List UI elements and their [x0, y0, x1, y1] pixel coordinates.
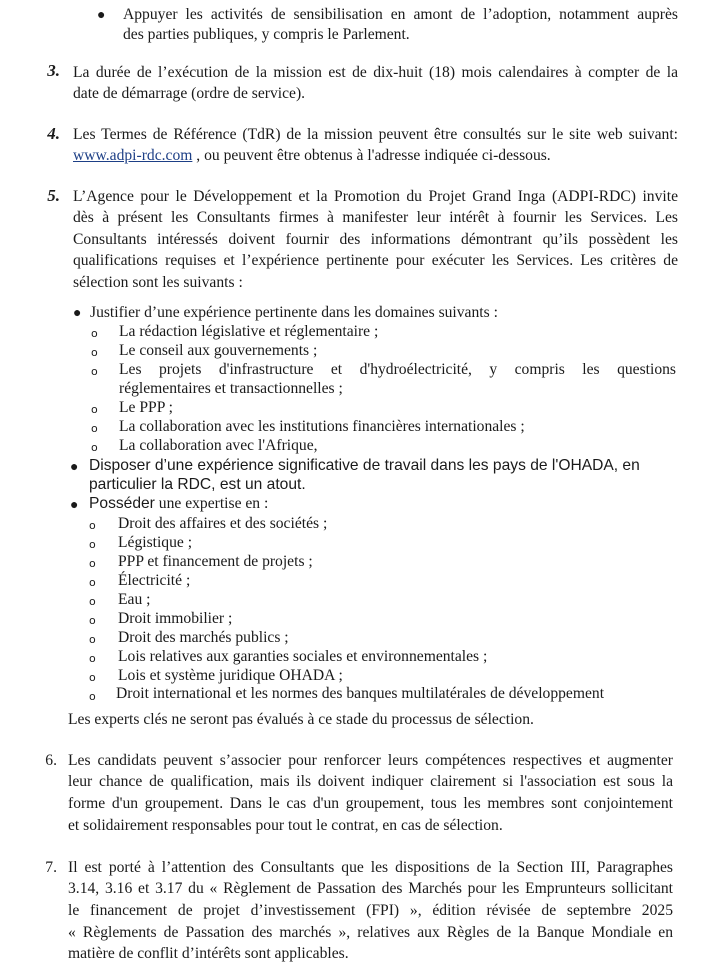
circle-bullet: o	[89, 690, 96, 703]
circle-bullet: o	[91, 441, 98, 454]
criteria-1-item-cont: réglementaires et transactionnelles ;	[119, 380, 343, 397]
circle-bullet: o	[89, 576, 96, 589]
criteria-1-item: Le conseil aux gouvernements ;	[119, 342, 318, 359]
item-7-line1: Il est porté à l’attention des Consultants que les dispositions de la Section III, Paragraphes	[68, 859, 673, 876]
item-6-line4: et solidairement responsables pour tout le contrat, en cas de sélection.	[68, 817, 503, 834]
item-5-line2: dès à présent les Consultants firmes à manifester leur intérêt à fournir les Services. Les	[73, 209, 678, 226]
criteria-1-item: La rédaction législative et réglementaire ;	[119, 323, 379, 340]
bullet-marker: ●	[70, 460, 79, 475]
circle-bullet: o	[89, 595, 96, 608]
criteria-1-item: La collaboration avec les institutions financières internationales ;	[119, 418, 525, 435]
item-4-line1: Les Termes de Référence (TdR) de la mission peuvent être consultés sur le site web suivant:	[73, 126, 678, 143]
item-7-number: 7.	[45, 859, 57, 876]
criteria-3-item: Droit international et les normes des banques multilatérales de développement	[116, 685, 605, 702]
item-7-line2: 3.14, 3.16 et 3.17 du « Règlement de Passation des Marchés pour les Emprunteurs sollicitant	[68, 880, 673, 897]
criteria-1-item: La collaboration avec l'Afrique,	[119, 437, 318, 454]
criteria-3-label-rest: une expertise en :	[154, 495, 269, 512]
circle-bullet: o	[91, 422, 98, 435]
bullet-marker: ●	[73, 306, 82, 321]
item-4-number: 4.	[47, 124, 60, 143]
criteria-3-label	[89, 494, 268, 514]
criteria-3-item: Lois relatives aux garanties sociales et environnementales ;	[118, 648, 488, 665]
item-3-line2: date de démarrage (ordre de service).	[73, 85, 306, 102]
criteria-3-item: Lois et système juridique OHADA ;	[118, 667, 343, 684]
item-5-number: 5.	[47, 186, 60, 205]
circle-bullet: o	[91, 327, 98, 340]
item-7-line3: le financement de projet d’investissement (FPI) », édition révisée de septembre 2025	[68, 902, 673, 919]
top-bullet-line2: des parties publiques, y compris le Parlement.	[123, 26, 410, 43]
criteria-3-label-sans: Posséder	[89, 495, 155, 512]
item-6-line1: Les candidats peuvent s’associer pour renforcer leurs compétences respectives et augmenter	[68, 752, 673, 769]
criteria-3-item: Eau ;	[118, 591, 151, 608]
criteria-3-item: Électricité ;	[118, 572, 191, 589]
criteria-2-line2: particulier la RDC, est un atout.	[89, 476, 306, 493]
criteria-3-item: Droit des marchés publics ;	[118, 629, 289, 646]
criteria-2-line1: Disposer d’une expérience significative de travail dans les pays de l'OHADA, en	[89, 457, 640, 474]
criteria-3-item: Légistique ;	[118, 534, 193, 551]
item-3-number: 3.	[47, 61, 60, 80]
criteria-1-item: Les projets d'infrastructure et d'hydroélectricité, y compris les questions	[119, 361, 676, 378]
circle-bullet: o	[89, 557, 96, 570]
item-4-line2-rest: , ou peuvent être obtenus à l'adresse indiquée ci-dessous.	[192, 147, 551, 164]
website-link[interactable]: www.adpi-rdc.com	[73, 147, 193, 164]
criteria-3-item: Droit des affaires et des sociétés ;	[118, 515, 328, 532]
item-7-line4: « Règlements de Passation des marchés », relatives aux Règles de la Banque Mondiale en	[68, 924, 673, 941]
item-5-line1: L’Agence pour le Développement et la Promotion du Projet Grand Inga (ADPI-RDC) invite	[73, 188, 678, 205]
item-5-line4: qualifications requises et l’expérience pertinente pour exécuter les Services. Les critères de	[73, 252, 678, 269]
item-6-line2: leur chance de qualification, mais ils doivent indiquer clairement si l'association est sous la	[68, 773, 673, 790]
top-bullet-line1: Appuyer les activités de sensibilisation en amont de l’adoption, notamment auprès	[123, 6, 678, 23]
item-5-line3: Consultants intéressés doivent fournir des informations démontrant qu’ils possèdent les	[73, 231, 678, 248]
circle-bullet: o	[89, 538, 96, 551]
circle-bullet: o	[89, 671, 96, 684]
item-5-closing: Les experts clés ne seront pas évalués à ce stade du processus de sélection.	[68, 711, 534, 728]
item-7-line5: matière de conflit d’intérêts sont applicables.	[68, 945, 349, 962]
item-5-line5: sélection sont les suivants :	[73, 274, 243, 291]
circle-bullet: o	[91, 365, 98, 378]
item-6-line3: forme d'un groupement. Dans le cas d'un groupement, tous les membres sont conjointement	[68, 795, 673, 812]
criteria-1-label: Justifier d’une expérience pertinente dans les domaines suivants :	[90, 304, 498, 321]
item-6-number: 6.	[45, 752, 57, 769]
bullet-marker: ●	[97, 8, 106, 23]
item-3-line1: La durée de l’exécution de la mission est de dix-huit (18) mois calendaires à compter de la	[73, 64, 678, 81]
bullet-marker: ●	[70, 498, 79, 513]
circle-bullet: o	[89, 633, 96, 646]
circle-bullet: o	[91, 346, 98, 359]
circle-bullet: o	[89, 614, 96, 627]
circle-bullet: o	[91, 403, 98, 416]
criteria-1-item: Le PPP ;	[119, 399, 174, 416]
circle-bullet: o	[89, 519, 96, 532]
circle-bullet: o	[89, 652, 96, 665]
item-4-line2	[73, 146, 551, 166]
criteria-3-item: Droit immobilier ;	[118, 610, 233, 627]
criteria-3-item: PPP et financement de projets ;	[118, 553, 313, 570]
